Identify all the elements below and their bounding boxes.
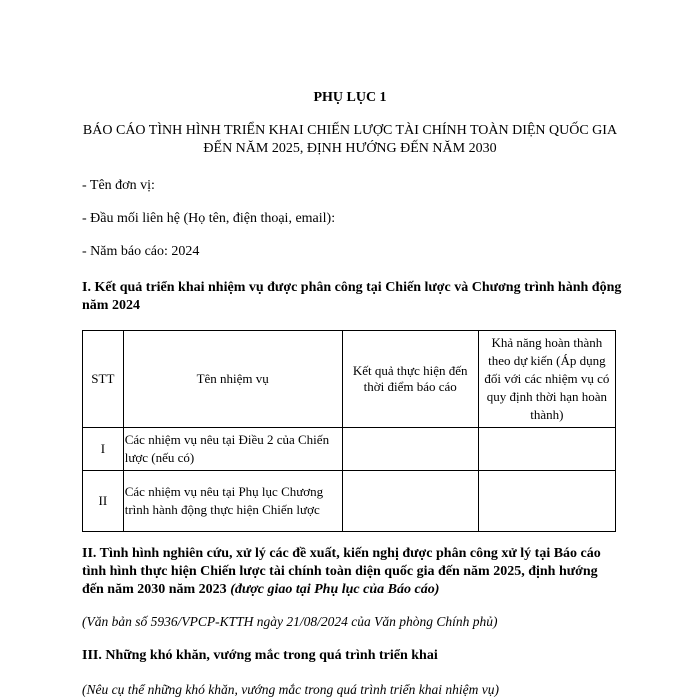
row-result-cell: [342, 428, 478, 471]
row-capability-cell: [478, 428, 615, 471]
section-2-heading-italic: (được giao tại Phụ lục của Báo cáo): [226, 582, 440, 597]
row-stt: II: [83, 471, 124, 532]
section-2-note: (Văn bản số 5936/VPCP-KTTH ngày 21/08/2024 của Văn phòng Chính phủ): [82, 614, 498, 629]
row-task-name: Các nhiệm vụ nêu tại Điều 2 của Chiến lược (nếu có): [123, 428, 342, 471]
section-1-heading: I. Kết quả triển khai nhiệm vụ được phân công tại Chiến lược và Chương trình hành động năm 2024: [82, 280, 622, 313]
row-capability-cell: [478, 471, 615, 532]
row-result-cell: [342, 471, 478, 532]
contact-field: - Đầu mối liên hệ (Họ tên, điện thoại, email):: [82, 211, 336, 226]
row-stt: I: [83, 428, 124, 471]
section-2-heading-text: II. Tình hình nghiên cứu, xử lý các đề xuất, kiến nghị được phân công xử lý tại Báo cáo tình hình thực hiện Chiến lược tài chính toàn diện quốc gia đến năm 2025, định hướng đến năm 2030 năm 2023: [82, 546, 601, 597]
appendix-title: PHỤ LỤC 1: [313, 90, 387, 105]
table-header-row: [83, 331, 616, 428]
header-capability: Khả năng hoàn thành theo dự kiến (Áp dụng đối với các nhiệm vụ có quy định thời hạn hoàn thành): [478, 331, 615, 428]
unit-name-field: - Tên đơn vị:: [82, 178, 155, 193]
header-stt: STT: [83, 331, 124, 428]
tasks-table: [82, 330, 616, 532]
table-row: [83, 428, 616, 471]
header-result: Kết quả thực hiện đến thời điểm báo cáo: [342, 331, 478, 428]
report-year-field: - Năm báo cáo: 2024: [82, 244, 200, 259]
row-task-name: Các nhiệm vụ nêu tại Phụ lục Chương trình hành động thực hiện Chiến lược: [123, 471, 342, 532]
table-row: [83, 471, 616, 532]
header-task-name: Tên nhiệm vụ: [123, 331, 342, 428]
section-3-heading: III. Những khó khăn, vướng mắc trong quá trình triển khai: [82, 648, 438, 663]
section-2-heading: [82, 545, 622, 599]
report-title: BÁO CÁO TÌNH HÌNH TRIỂN KHAI CHIẾN LƯỢC TÀI CHÍNH TOÀN DIỆN QUỐC GIA ĐẾN NĂM 2025, ĐỊNH HƯỚNG ĐẾN NĂM 2030: [82, 123, 618, 156]
section-3-note: (Nêu cụ thể những khó khăn, vướng mắc trong quá trình triển khai nhiệm vụ): [82, 682, 499, 697]
